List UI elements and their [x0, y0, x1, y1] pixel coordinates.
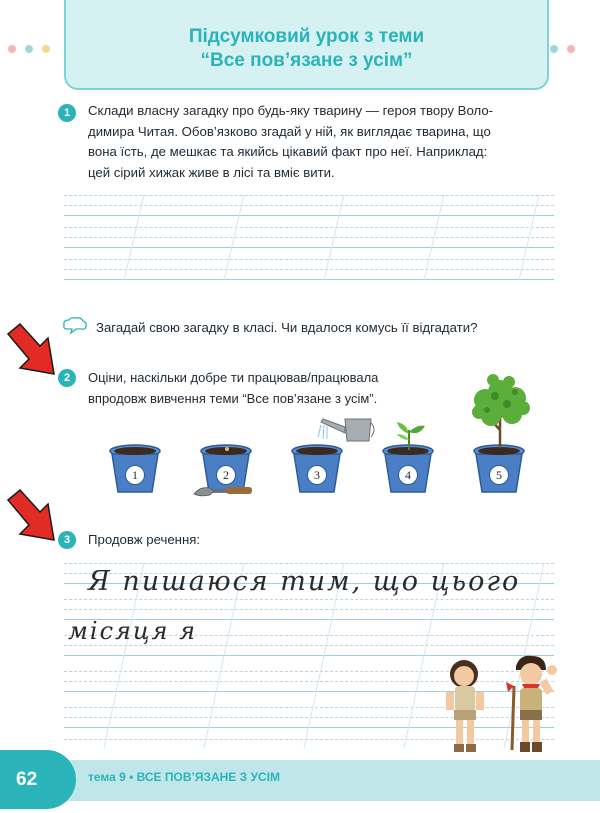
task-2-text: [88, 368, 378, 409]
sprout-icon: [393, 420, 427, 450]
task-1-number: 1: [58, 104, 76, 122]
watering-can-icon: [315, 413, 377, 449]
tree-icon: [467, 374, 533, 448]
pot-number: 2: [216, 465, 236, 485]
page-number: 62: [0, 750, 76, 809]
slant-guides-1: [64, 195, 554, 280]
red-arrow-icon: [2, 488, 62, 546]
explorer-kids-illustration: [436, 652, 570, 756]
rating-pot-3[interactable]: [290, 444, 344, 494]
rating-pot-4[interactable]: [381, 444, 435, 494]
handwritten-sentence-line2: місяця я: [68, 617, 198, 645]
garden-trowel-icon: [192, 482, 254, 498]
lesson-title-line1: Підсумковий урок з теми: [188, 26, 425, 47]
handwritten-sentence-line1: Я пишаюся тим, що цього: [88, 566, 521, 597]
task-2-line: впродовж вивчення теми “Все пов’язане з усім”.: [88, 390, 378, 406]
pot-number: 4: [398, 465, 418, 485]
page-footer: [0, 750, 600, 813]
task-1-text: [88, 101, 558, 183]
task-3-number: 3: [58, 531, 76, 549]
pot-number: 3: [307, 465, 327, 485]
writing-lines-1[interactable]: [64, 195, 554, 280]
discussion-text: Загадай свою загадку в класі. Чи вдалося комусь її відгадати?: [96, 320, 478, 335]
speech-bubble-icon: [62, 317, 88, 335]
pot-number: 1: [125, 465, 145, 485]
red-arrow-icon: [2, 322, 62, 380]
rating-pot-5[interactable]: [472, 444, 526, 494]
lesson-title-line2: “Все пов’язане з усім”: [200, 50, 413, 71]
lesson-title-box: [64, 0, 549, 90]
task-1-line: цей сірий хижак живе в лісі та вміє вити.: [88, 164, 335, 180]
rating-pot-1[interactable]: [108, 444, 162, 494]
task-1-line: Склади власну загадку про будь-яку тварину — героя твору Воло-: [88, 103, 494, 118]
task-2-line: Оціни, наскільки добре ти працював/працювала: [88, 370, 379, 385]
task-1-line: димира Читая. Обов’язково згадай у ній, як виглядає тварина, що: [88, 123, 491, 139]
task-3-text: Продовж речення:: [88, 532, 201, 547]
pot-number: 5: [489, 465, 509, 485]
decorative-dots-left: [8, 40, 59, 58]
task-1-line: вона їсть, де мешкає та якийсь цікавий факт про неї. Наприклад:: [88, 144, 488, 159]
footer-topic: тема 9 • ВСЕ ПОВ’ЯЗАНЕ З УСІМ: [88, 770, 280, 784]
task-2-number: 2: [58, 369, 76, 387]
